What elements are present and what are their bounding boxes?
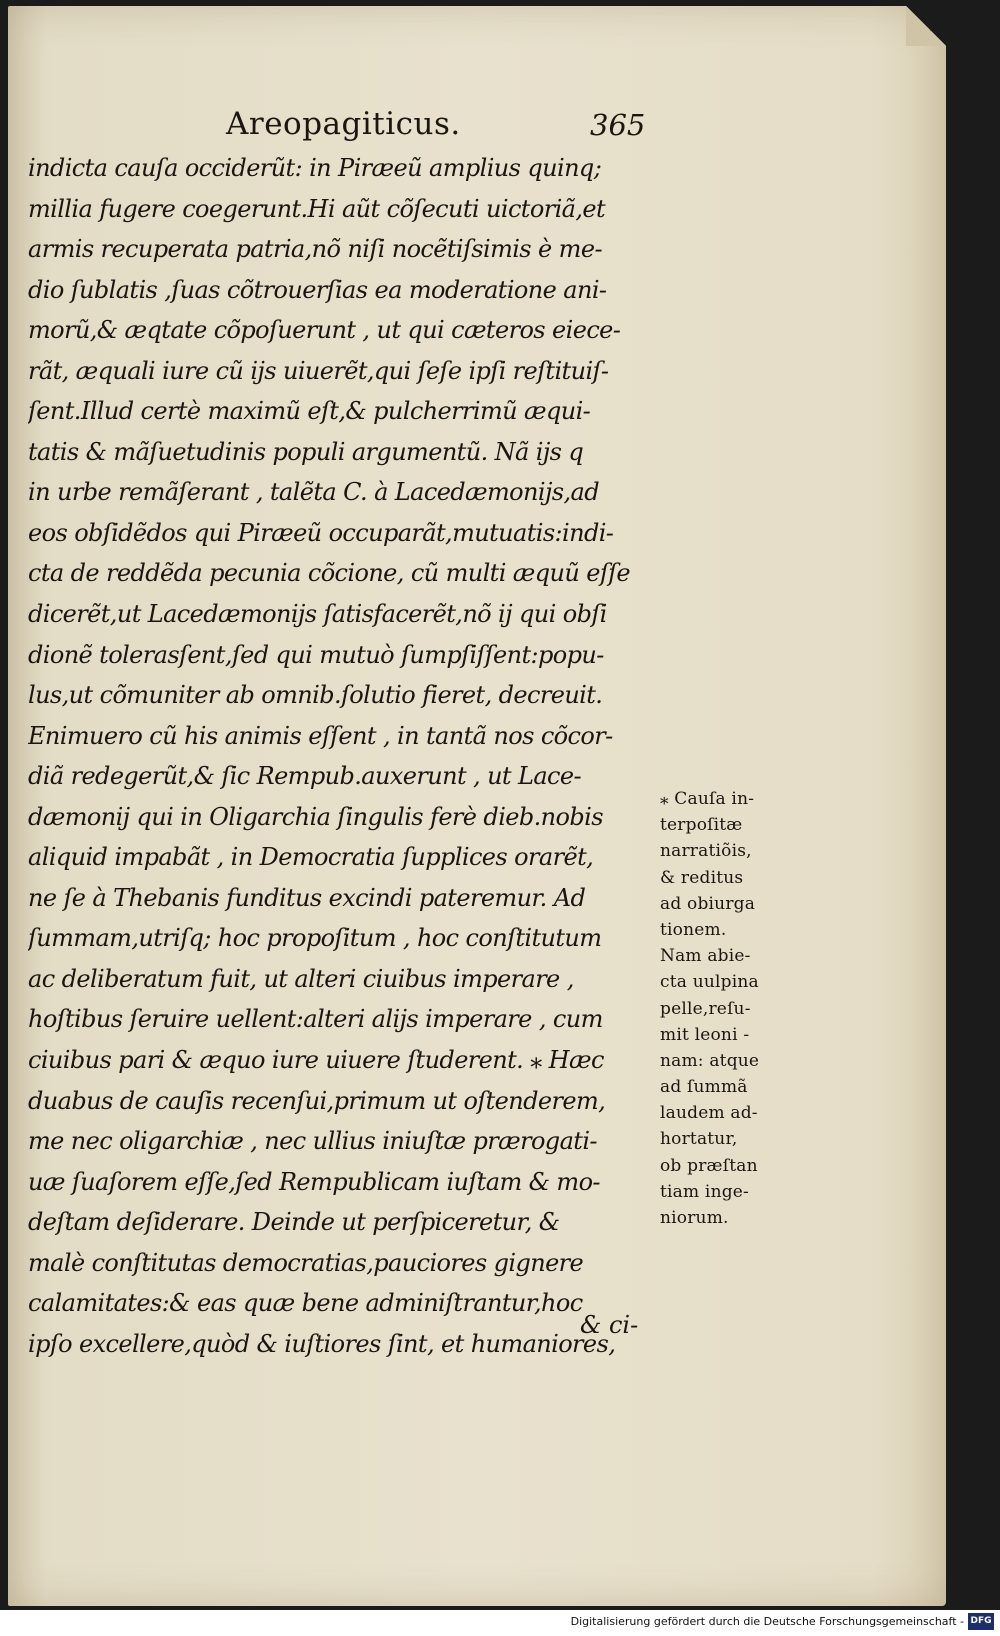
text-line: ſummam,utriſq; hoc propoſitum , hoc conſtitutum bbox=[28, 924, 602, 953]
marginal-line: laudem ad- bbox=[660, 1103, 758, 1124]
text-line: rãt, æquali iure cũ ijs uiuerẽt,qui ſeſe ipſi reſtituiſ- bbox=[28, 356, 609, 385]
text-line: cta de reddẽda pecunia cõcione, cũ multi æquũ eſſe bbox=[28, 559, 631, 588]
text-line: duabus de cauſis recenſui,primum ut oſtenderem, bbox=[28, 1086, 606, 1115]
text-line: armis recuperata patria,nõ niſi nocẽtiſsimis è me- bbox=[28, 235, 602, 264]
text-line: lus,ut cõmuniter ab omnib.ſolutio fieret, decreuit. bbox=[28, 681, 603, 710]
marginal-line: narratiõis, bbox=[660, 841, 752, 862]
text-line: ac deliberatum fuit, ut alteri ciuibus imperare , bbox=[28, 964, 574, 993]
main-text-block bbox=[28, 148, 658, 1364]
marginal-line: ad ſummã bbox=[660, 1077, 748, 1098]
text-line: aliquid impabãt , in Democratia ſupplices orarẽt, bbox=[28, 843, 594, 872]
text-line: hoſtibus ſeruire uellent:alteri alijs imperare , cum bbox=[28, 1005, 603, 1034]
text-line: ne ſe à Thebanis funditus excindi pateremur. Ad bbox=[28, 883, 586, 912]
marginal-line: Nam abie- bbox=[660, 946, 751, 967]
marginal-line: & reditus bbox=[660, 867, 744, 888]
text-line: malè conſtitutas democratias,pauciores gignere bbox=[28, 1248, 584, 1277]
book-page bbox=[8, 6, 946, 1606]
text-line: millia fugere coegerunt.Hi aũt cõſecuti uictoriã,et bbox=[28, 194, 606, 223]
marginal-line: ob præſtan bbox=[660, 1155, 758, 1176]
marginal-line: cta uulpina bbox=[660, 972, 759, 993]
text-line: dio ſublatis ,ſuas cõtrouerſias ea moderatione ani- bbox=[28, 275, 607, 304]
page-number: 365 bbox=[590, 108, 646, 142]
text-line: Enimuero cũ his animis eſſent , in tantã nos cõcor- bbox=[28, 721, 613, 750]
text-line: deſtam deſiderare. Deinde ut perſpiceretur, & bbox=[28, 1208, 560, 1237]
footer-bar bbox=[0, 1610, 1000, 1636]
text-line: tatis & mãſuetudinis populi argumentũ. Nã ijs q bbox=[28, 437, 584, 466]
catchword: & ci- bbox=[580, 1311, 639, 1339]
marginal-line: ⁎ Cauſa in- bbox=[660, 789, 755, 809]
text-line: me nec oligarchiæ , nec ullius iniuſtæ prærogati- bbox=[28, 1127, 597, 1156]
marginal-line: tiam inge- bbox=[660, 1181, 750, 1202]
marginal-note bbox=[660, 786, 785, 1231]
marginal-line: terpoſitæ bbox=[660, 815, 743, 836]
marginal-line: hortatur, bbox=[660, 1129, 738, 1150]
marginal-line: mit leoni - bbox=[660, 1024, 750, 1045]
text-line: morũ,& æqtate cõpoſuerunt , ut qui cæteros eiece- bbox=[28, 316, 621, 345]
text-line: uæ ſuaſorem eſſe,ſed Rempublicam iuſtam & mo- bbox=[28, 1167, 600, 1196]
text-line: dionẽ tolerasſent,ſed qui mutuò ſumpſiſſent:popu- bbox=[28, 640, 604, 669]
funding-credit: Digitalisierung gefördert durch die Deutsche Forschungsgemeinschaft - bbox=[570, 1615, 964, 1628]
text-line: indicta cauſa occiderũt: in Piræeũ amplius quinq; bbox=[28, 154, 602, 182]
marginal-line: tionem. bbox=[660, 919, 727, 940]
text-line: dicerẽt,ut Lacedæmonijs ſatisfacerẽt,nõ ij qui obſi bbox=[28, 600, 607, 629]
running-title: Areopagiticus. bbox=[226, 106, 461, 142]
marginal-line: nam: atque bbox=[660, 1050, 760, 1071]
marginal-line: pelle,reſu- bbox=[660, 998, 751, 1019]
text-line: diã redegerũt,& ſic Rempub.auxerunt , ut Lace- bbox=[28, 762, 582, 791]
text-line: calamitates:& eas quæ bene adminiſtrantur,hoc bbox=[28, 1289, 583, 1318]
page-corner bbox=[906, 6, 946, 46]
text-line: ciuibus pari & æquo iure uiuere ſtuderent. ⁎ Hæc bbox=[28, 1046, 604, 1075]
text-line: dæmonij qui in Oligarchia ſingulis ferè dieb.nobis bbox=[28, 802, 603, 831]
text-line: eos obſidẽdos qui Piræeũ occuparãt,mutuatis:indi- bbox=[28, 518, 614, 547]
text-line: ſent.Illud certè maximũ eſt,& pulcherrimũ æqui- bbox=[28, 397, 591, 426]
marginal-line: ad obiurga bbox=[660, 893, 756, 914]
text-line: ipſo excellere,quòd & iuſtiores ſint, et humaniores, bbox=[28, 1329, 616, 1358]
marginal-line: niorum. bbox=[660, 1208, 729, 1228]
text-line: in urbe remãſerant , talẽta C. à Lacedæmonijs,ad bbox=[28, 478, 600, 507]
dfg-logo: DFG bbox=[968, 1613, 994, 1630]
running-head bbox=[8, 106, 946, 150]
